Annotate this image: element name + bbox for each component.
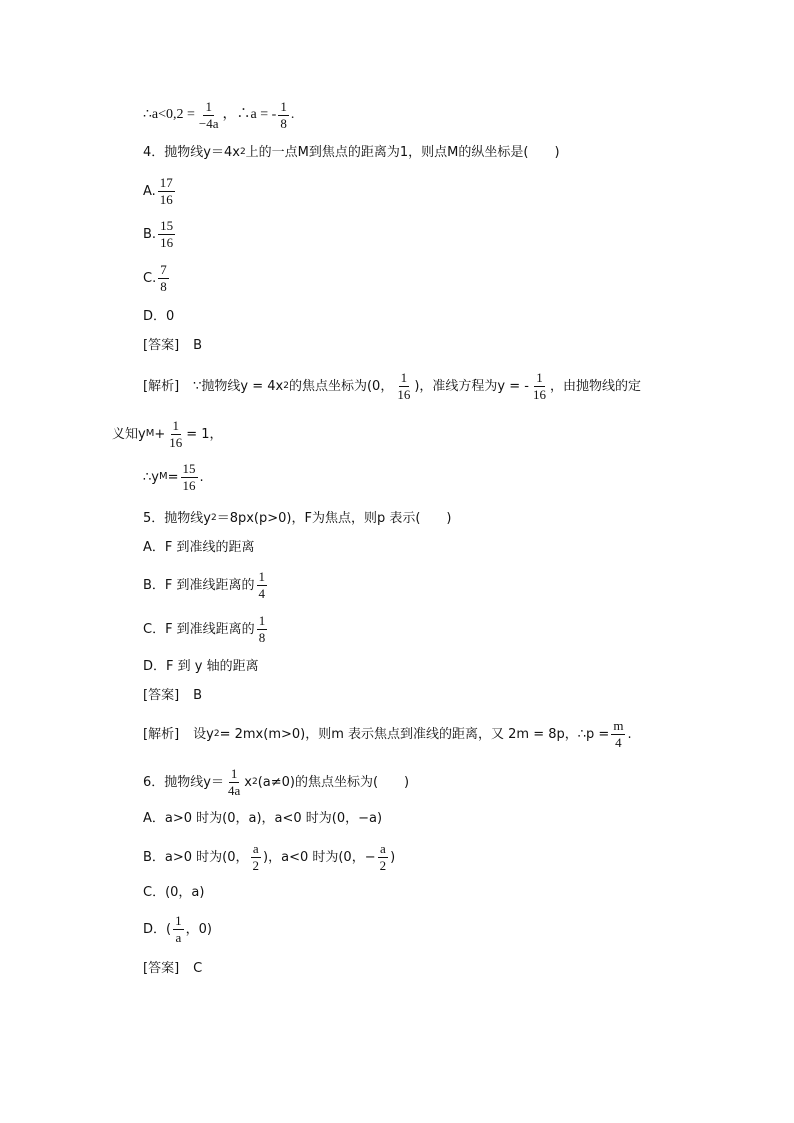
fraction (226, 767, 242, 797)
option-label: B．F 到准线距离的 (143, 577, 255, 593)
text: )，a<0 时为(0，− (263, 849, 376, 865)
numerator: 1 (175, 913, 182, 928)
q6-option-a: A．a>0 时为(0，a)，a<0 时为(0，−a) (143, 811, 383, 826)
answer-tag: [答案] (143, 961, 180, 976)
fraction (158, 263, 169, 293)
denominator: a (175, 929, 182, 945)
denominator: 16 (397, 386, 411, 402)
denominator: 16 (160, 234, 174, 250)
text: 义知y (112, 426, 146, 442)
fraction (167, 419, 184, 449)
q4-answer (143, 339, 202, 352)
text: ，∴a = - (222, 107, 277, 123)
option-label: B. (143, 226, 157, 242)
text: . (199, 469, 204, 485)
q6-option-b (143, 842, 395, 872)
denominator: 16 (182, 477, 196, 493)
text: 的焦点坐标为(0， (288, 378, 394, 394)
fraction (181, 462, 198, 492)
fraction (158, 176, 175, 206)
text: ，0) (185, 921, 212, 937)
text: B．a>0 时为(0， (143, 849, 249, 865)
fraction (257, 614, 268, 644)
analysis-tag: [解析] (143, 726, 180, 742)
fraction (251, 842, 262, 872)
text: 5．抛物线y (143, 511, 211, 526)
numerator: 1 (536, 370, 543, 385)
denominator: 4 (258, 585, 266, 601)
subscript: M (145, 428, 155, 440)
numerator: 1 (280, 99, 287, 114)
q5-analysis (143, 719, 632, 749)
text: )，准线方程为y = - (414, 378, 529, 394)
denominator: 16 (159, 191, 173, 207)
q5-option-a: A．F 到准线的距离 (143, 540, 255, 555)
numerator: a (379, 841, 386, 856)
denominator: −4a (198, 115, 219, 131)
answer-value: C (193, 961, 203, 976)
text: = (167, 469, 179, 485)
option-label: C. (143, 270, 157, 286)
numerator: 15 (182, 461, 196, 476)
text: 设y (193, 726, 214, 742)
text: ) (390, 849, 396, 865)
q6-answer (143, 962, 202, 975)
superscript: 2 (213, 728, 220, 739)
q4-stem (143, 146, 560, 159)
numerator: 1 (258, 613, 266, 628)
denominator: 8 (258, 629, 266, 645)
answer-tag: [答案] (143, 338, 180, 353)
text: = 1， (186, 426, 223, 442)
text: 上的一点M到焦点的距离为1，则点M的纵坐标是( ) (245, 145, 560, 160)
fraction (611, 719, 625, 749)
option-label: A. (143, 183, 156, 199)
q4-option-c (143, 263, 171, 293)
fraction (278, 100, 289, 130)
denominator: 4a (227, 782, 241, 798)
q4-analysis (143, 371, 641, 401)
analysis-tag: [解析] (143, 378, 180, 394)
numerator: 17 (159, 175, 173, 190)
denominator: 8 (160, 278, 167, 294)
subscript: M (158, 471, 168, 483)
numerator: 1 (205, 99, 212, 114)
option-label: C．F 到准线距离的 (143, 621, 255, 637)
fraction (173, 914, 184, 944)
q5-option-c (143, 614, 269, 644)
denominator: 16 (169, 434, 183, 450)
fraction (531, 371, 548, 401)
text: ＝8px(p>0)，F为焦点，则p 表示( ) (216, 511, 452, 526)
line-a-value (143, 100, 294, 130)
q5-option-b (143, 570, 269, 600)
q4-option-a (143, 176, 177, 206)
text: . (290, 107, 295, 123)
answer-value: B (193, 338, 203, 353)
text: D．( (143, 921, 172, 937)
text: + (154, 426, 166, 442)
numerator: 7 (160, 262, 167, 277)
q6-option-c: C．(0，a) (143, 885, 205, 900)
q6-stem (143, 767, 409, 797)
text: . (627, 726, 632, 742)
text: 4．抛物线y＝4x (143, 145, 240, 160)
denominator: 4 (615, 734, 622, 750)
q6-option-d (143, 914, 212, 944)
q5-answer (143, 689, 202, 702)
fraction (395, 371, 412, 401)
denominator: 2 (252, 857, 260, 873)
superscript: 2 (210, 513, 217, 523)
q5-option-d: D．F 到 y 轴的距离 (143, 659, 259, 674)
text: ∴y (143, 469, 159, 485)
q4-result (143, 462, 204, 492)
fraction (158, 219, 175, 249)
numerator: m (613, 718, 624, 733)
fraction (197, 100, 221, 130)
q4-option-d: D．0 (143, 309, 175, 324)
superscript: 2 (251, 776, 258, 787)
numerator: 1 (400, 370, 408, 385)
superscript: 2 (239, 147, 246, 157)
text: 6．抛物线y＝ (143, 774, 224, 790)
numerator: 1 (172, 418, 179, 433)
q4-option-b (143, 219, 177, 249)
denominator: 2 (379, 857, 387, 873)
numerator: 1 (258, 569, 266, 584)
text: ∵抛物线y = 4x (193, 378, 284, 394)
text: = 2mx(m>0)，则m 表示焦点到准线的距离，又 2m = 8p，∴p = (219, 726, 610, 742)
denominator: 8 (280, 115, 287, 131)
numerator: 15 (160, 218, 174, 233)
superscript: 2 (283, 380, 289, 391)
text: ∴a<0,2 = (143, 107, 195, 123)
text: ，由抛物线的定 (549, 378, 641, 394)
text: x (244, 774, 252, 790)
numerator: 1 (230, 766, 238, 781)
q5-stem (143, 512, 451, 525)
text: (a≠0)的焦点坐标为( ) (257, 774, 410, 790)
numerator: a (252, 841, 259, 856)
answer-value: B (193, 688, 203, 703)
q4-definition (112, 419, 223, 449)
denominator: 16 (532, 386, 546, 402)
answer-tag: [答案] (143, 688, 180, 703)
fraction (257, 570, 268, 600)
fraction (378, 842, 389, 872)
